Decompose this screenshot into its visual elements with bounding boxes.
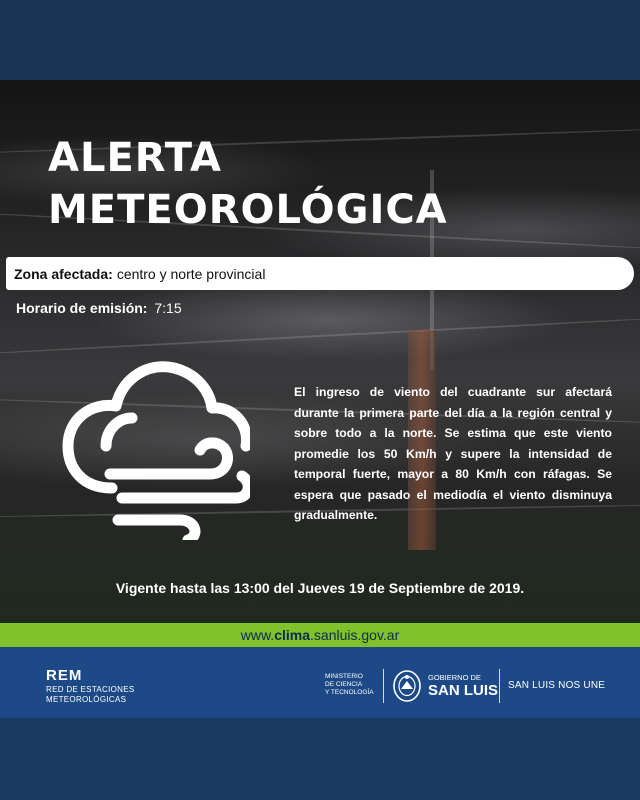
zone-label: Zona afectada:: [14, 265, 113, 282]
top-margin-band: [0, 0, 640, 80]
website-link[interactable]: [241, 627, 400, 643]
emission-time-value: 7:15: [154, 300, 182, 316]
emission-time: [16, 300, 182, 316]
alert-description: El ingreso de viento del cuadrante sur afectará durante la primera parte del día a la región central y sobre todo a la norte. Se estima que este viento promedie los 50 Km/h y supere la intensidad de temporal fuerte, mayor a 80 Km/h con ráfagas. Se espera que pasado el mediodía el viento disminuya gradualmente.: [294, 385, 612, 522]
website-suffix: .sanluis.gov.ar: [310, 627, 400, 643]
government-logo: [428, 673, 498, 699]
ministry-line-2: DE CIENCIA: [325, 681, 363, 688]
title-line-1: ALERTA: [48, 135, 222, 181]
ministry-line-3: Y TECNOLOGÍA: [325, 689, 374, 696]
footer-divider: [499, 669, 500, 703]
affected-zone-bar: [6, 257, 634, 290]
rem-logo: [46, 667, 135, 705]
cloud-wind-icon: [60, 350, 250, 540]
slogan: SAN LUIS NOS UNE: [508, 680, 606, 691]
footer-divider: [383, 669, 384, 703]
alert-title: [48, 132, 448, 236]
website-bar: [0, 623, 640, 647]
government-small: GOBIERNO DE: [428, 673, 481, 682]
ministry-logo: [325, 673, 374, 697]
alert-card: [0, 80, 640, 623]
provincial-shield-icon: [392, 669, 422, 703]
rem-line-2: METEOROLÓGICAS: [46, 695, 127, 704]
website-prefix: www.: [240, 627, 275, 643]
government-big: SAN LUIS: [428, 682, 499, 699]
ministry-line-1: MINISTERIO: [325, 673, 363, 680]
rem-line-1: RED DE ESTACIONES: [46, 685, 135, 694]
emission-time-label: Horario de emisión:: [16, 300, 148, 316]
bottom-margin-band: [0, 718, 640, 800]
title-line-2: METEOROLÓGICA: [48, 187, 448, 233]
website-domain-bold: clima: [274, 627, 311, 643]
institutional-footer: [0, 647, 640, 718]
validity-notice: Vigente hasta las 13:00 del Jueves 19 de Septiembre de 2019.: [115, 580, 525, 596]
zone-value: centro y norte provincial: [116, 265, 266, 282]
rem-title: REM: [46, 667, 83, 684]
